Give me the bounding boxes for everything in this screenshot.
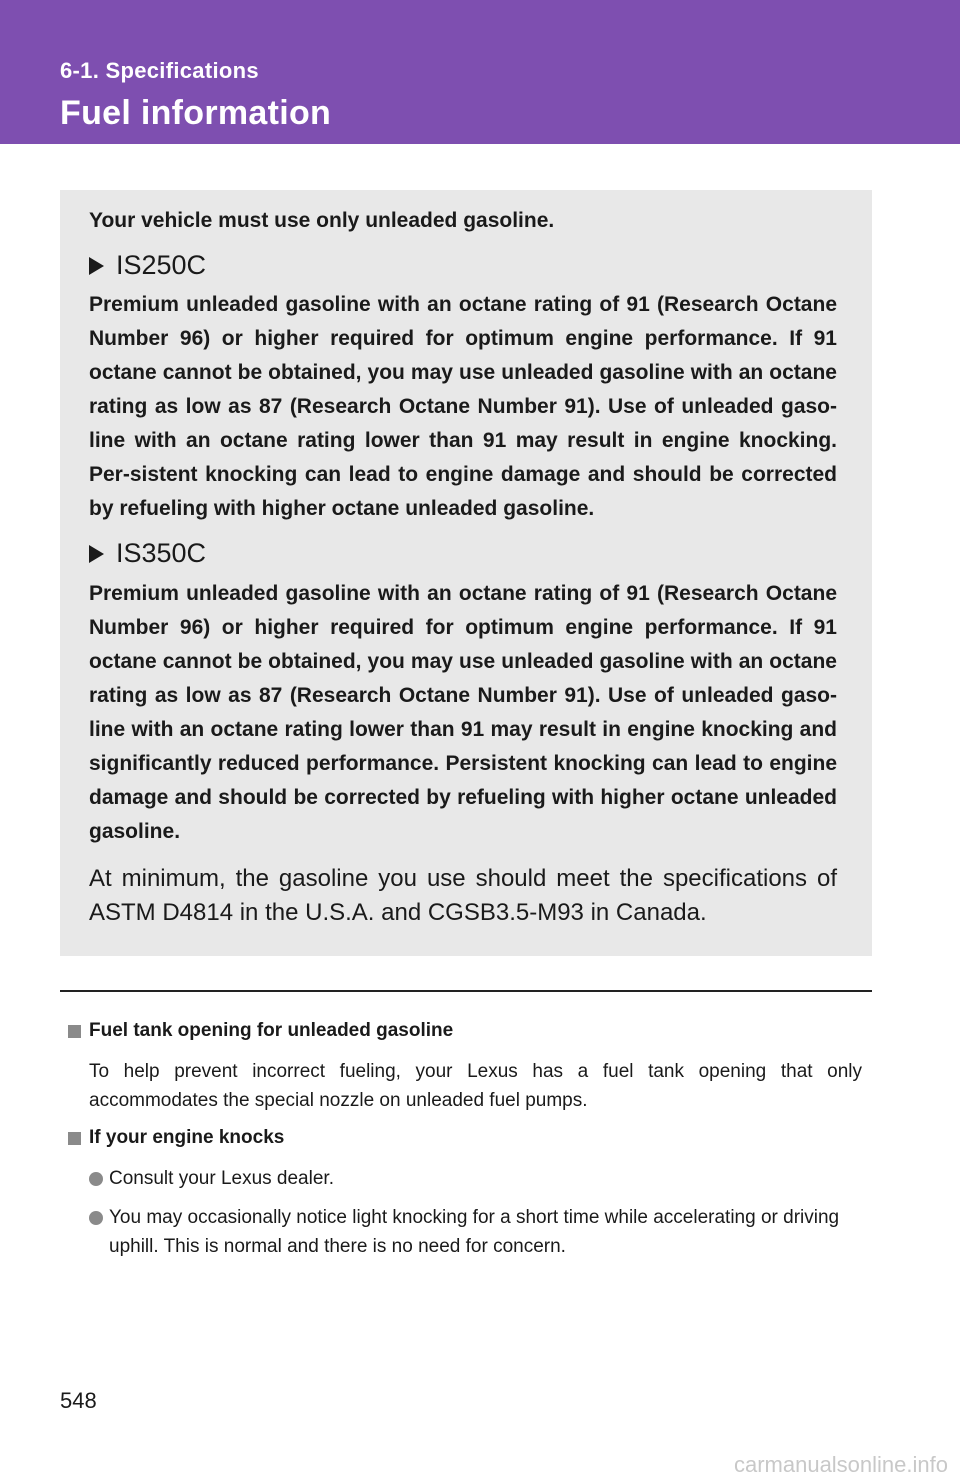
watermark: carmanualsonline.info bbox=[733, 1452, 948, 1477]
note-heading-engine-knocks bbox=[68, 1127, 284, 1149]
model-name: IS350C bbox=[116, 538, 207, 568]
page-header bbox=[0, 0, 960, 144]
list-item-text: Consult your Lexus dealer. bbox=[109, 1168, 334, 1189]
page-title: Fuel information bbox=[60, 94, 332, 132]
square-bullet-icon bbox=[68, 1132, 81, 1145]
model-text-is350c: Premium unleaded gasoline with an octane rating of 91 (Research Octane Number 96) or higher required for optimum engine performance. If 91 octane cannot be obtained, you may use unleaded gasoline with an octane rating as low as 87 (Research Octane Number 91). Use of unleaded gaso-line with an octane rating lower than 91 may result in engine knocking and significantly reduced performance. Persistent knocking can lead to engine damage and should be corrected by refueling with higher octane unleaded gasoline. bbox=[89, 582, 837, 843]
list-item-text: You may occasionally notice light knocking for a short time while accelerating or driving uphill. This is normal and there is no need for concern. bbox=[109, 1207, 840, 1257]
model-heading-is350c bbox=[89, 538, 206, 569]
note-heading-fuel-tank bbox=[68, 1020, 453, 1042]
round-bullet-icon bbox=[89, 1172, 103, 1186]
triangle-bullet-icon bbox=[89, 545, 104, 563]
list-item bbox=[89, 1164, 859, 1193]
round-bullet-icon bbox=[89, 1211, 103, 1225]
note-heading-text: If your engine knocks bbox=[89, 1127, 285, 1148]
note-text-fuel-tank: To help prevent incorrect fueling, your Lexus has a fuel tank opening that only accommodates the special nozzle on unleaded fuel pumps. bbox=[89, 1061, 862, 1111]
spec-note: At minimum, the gasoline you use should meet the specifications of ASTM D4814 in the U.S.A. and CGSB3.5-M93 in Canada. bbox=[89, 865, 837, 926]
model-name: IS250C bbox=[116, 250, 207, 280]
note-heading-text: Fuel tank opening for unleaded gasoline bbox=[89, 1020, 454, 1041]
box-lead-text: Your vehicle must use only unleaded gasoline. bbox=[89, 209, 555, 232]
list-item bbox=[89, 1203, 859, 1261]
section-divider bbox=[60, 990, 872, 992]
triangle-bullet-icon bbox=[89, 257, 104, 275]
square-bullet-icon bbox=[68, 1025, 81, 1038]
model-text-is250c: Premium unleaded gasoline with an octane rating of 91 (Research Octane Number 96) or higher required for optimum engine performance. If 91 octane cannot be obtained, you may use unleaded gasoline with an octane rating as low as 87 (Research Octane Number 91). Use of unleaded gaso-line with an octane rating lower than 91 may result in engine knocking. Per-sistent knocking can lead to engine damage and should be corrected by refueling with higher octane unleaded gasoline. bbox=[89, 293, 837, 520]
model-heading-is250c bbox=[89, 250, 206, 281]
section-label: 6-1. Specifications bbox=[60, 58, 259, 83]
page-number: 548 bbox=[60, 1388, 97, 1413]
